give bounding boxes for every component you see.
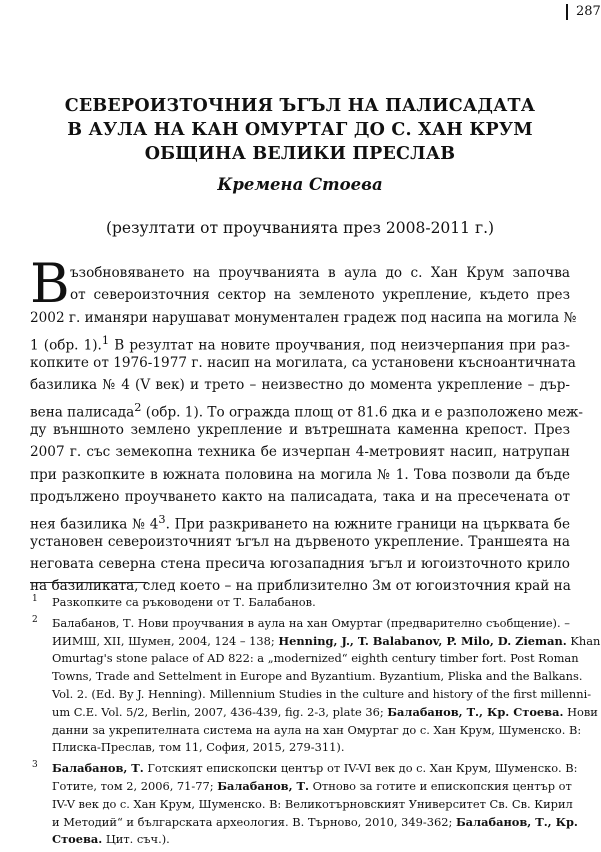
footnote-line: Omurtag's stone palace of AD 822: a „modernized“ eighth century timber fort. Post Roman [52, 651, 579, 666]
footnotes [30, 594, 601, 852]
body-line: от североизточния сектор на земленото укрепление, където през [70, 287, 570, 304]
page-number: 287 [566, 4, 601, 20]
footnote-line: данни за укрепителната система на аула на хан Омуртаг до с. Хан Крум, Шуменско. В: [52, 722, 582, 737]
body-line: установен североизточният ъгъл на дървеното укрепление. Траншеята на [30, 533, 570, 550]
body-text-segment: . При разкриването на южните граници на църквата бе [165, 516, 570, 533]
footnote-text: Отново за готите и епископския център от [308, 778, 572, 793]
footnote-authors: Балабанов, Т. [52, 761, 144, 776]
footnote-line: Разкопките са ръководени от Т. Балабанов. [52, 595, 316, 609]
footnote-number: 1 [32, 594, 38, 604]
footnote-1 [30, 594, 570, 612]
footnote-authors: Балабанов, Т. [217, 778, 309, 793]
title-line-2: В АУЛА НА КАН ОМУРТАГ ДО С. ХАН КРУМ [67, 120, 533, 140]
body-line: при разкопките в южната половина на могила № 1. Това позволи да бъде [30, 466, 570, 483]
footnote-text: Цит. съч.). [102, 832, 170, 847]
footnote-line [52, 831, 570, 849]
footnote-ref-3[interactable]: 3 [158, 512, 166, 527]
body-line [30, 396, 583, 421]
footnote-ref-1[interactable]: 1 [101, 333, 110, 348]
body-text-segment: вена палисада [30, 404, 135, 421]
body-line: продължено проучването както на палисадата, така и на пресечената от [30, 488, 570, 505]
body-text-segment: 1 (обр. 1). [30, 337, 102, 354]
footnote-separator [30, 582, 148, 583]
footnote-line: IV-V век до с. Хан Крум, Шуменско. В: Великотърновският Университет Св. Св. Кирил [52, 796, 573, 811]
body-line: 2007 г. със земекопна техника бе изчерпан 4-метровият насип, натрупан [30, 444, 570, 461]
footnote-number: 2 [32, 614, 38, 625]
footnote-authors: Стоева. [52, 832, 103, 847]
footnote-ref-2[interactable]: 2 [134, 400, 142, 415]
body-text-segment: В резултат на новите проучвания, под неизчерпания при раз- [109, 337, 570, 354]
footnote-text: и Методий“ и българската археология. В. Търново, 2010, 349-362; [52, 814, 456, 829]
article-title [0, 94, 600, 166]
body-line: базилика № 4 (V век) и трето – неизвестно до момента укрепление – дър- [30, 376, 570, 393]
footnote-line: Балабанов, Т. Нови проучвания в аула на хан Омуртаг (предварително съобщение). – [52, 615, 570, 630]
footnote-line: Towns, Trade and Settelment in Europe and Byzantium. Byzantium, Pliska and the Balkans. [52, 669, 583, 684]
article-subtitle: (резултати от проучванията през 2008-2011 г.) [105, 219, 495, 237]
author-name: Кремена Стоева [217, 175, 383, 194]
footnote-line: Vol. 2. (Ed. By J. Henning). Millennium Studies in the culture and history of the first millenni- [52, 686, 592, 701]
footnote-line [52, 778, 570, 796]
footnote-3 [30, 760, 578, 849]
body-line: копките от 1976-1977 г. насип на могилата, са установени късноантичната [30, 354, 576, 371]
body-line: ду външното землено укрепление и вътрешната каменна крепост. През [30, 421, 570, 438]
footnote-line [52, 760, 578, 778]
footnote-line [52, 704, 598, 722]
footnote-text: um C.E. Vol. 5/2, Berlin, 2007, 436-439, fig. 2-3, plate 36; [52, 704, 388, 719]
title-line-1: СЕВЕРОИЗТОЧНИЯ ЪГЪЛ НА ПАЛИСАДАТА [64, 96, 536, 116]
footnote-line [52, 814, 578, 832]
body-line [30, 508, 570, 533]
footnote-2 [30, 614, 601, 757]
footnote-text: Готите, том 2, 2006, 71-77; [52, 778, 218, 793]
body-line: на базиликата, след което – на приблизително 3м от югоизточния край на [30, 578, 571, 595]
drop-cap: В [30, 252, 70, 315]
body-line: ъзобновяването на проучванията в аула до с. Хан Крум започва [70, 265, 570, 281]
body-text-segment: (обр. 1). То огражда площ от 81.6 дка и е разположено меж- [141, 404, 583, 421]
footnote-number: 3 [32, 760, 38, 771]
body-line: 2002 г. иманяри нарушават монументален градеж под насипа на могила № [30, 309, 577, 326]
title-line-3: ОБЩИНА ВЕЛИКИ ПРЕСЛАВ [144, 144, 456, 164]
footnote-line [52, 633, 601, 651]
footnote-authors: Балабанов, Т., Кр. Стоева. [387, 704, 564, 719]
body-line [30, 329, 570, 354]
footnote-line: Плиска-Преслав, том 11, София, 2015, 279-311). [52, 740, 345, 755]
footnote-authors: Балабанов, Т., Кр. [455, 814, 578, 829]
footnote-text: Готският епископски център от IV-VI век до с. Хан Крум, Шуменско. В: [143, 761, 578, 776]
footnote-text: Нови [563, 704, 598, 719]
body-text-segment: нея базилика № 4 [30, 516, 159, 533]
body-text [30, 252, 583, 598]
footnote-text: Khan [566, 633, 601, 648]
body-line: неговата северна стена пресича югозападния ъгъл и югоизточното крило [30, 556, 570, 573]
footnote-text: ИИМШ, XII, Шумен, 2004, 124 – 138; [52, 633, 279, 648]
footnote-authors: Henning, J., T. Balabanov, P. Milo, D. Zieman. [278, 633, 567, 648]
